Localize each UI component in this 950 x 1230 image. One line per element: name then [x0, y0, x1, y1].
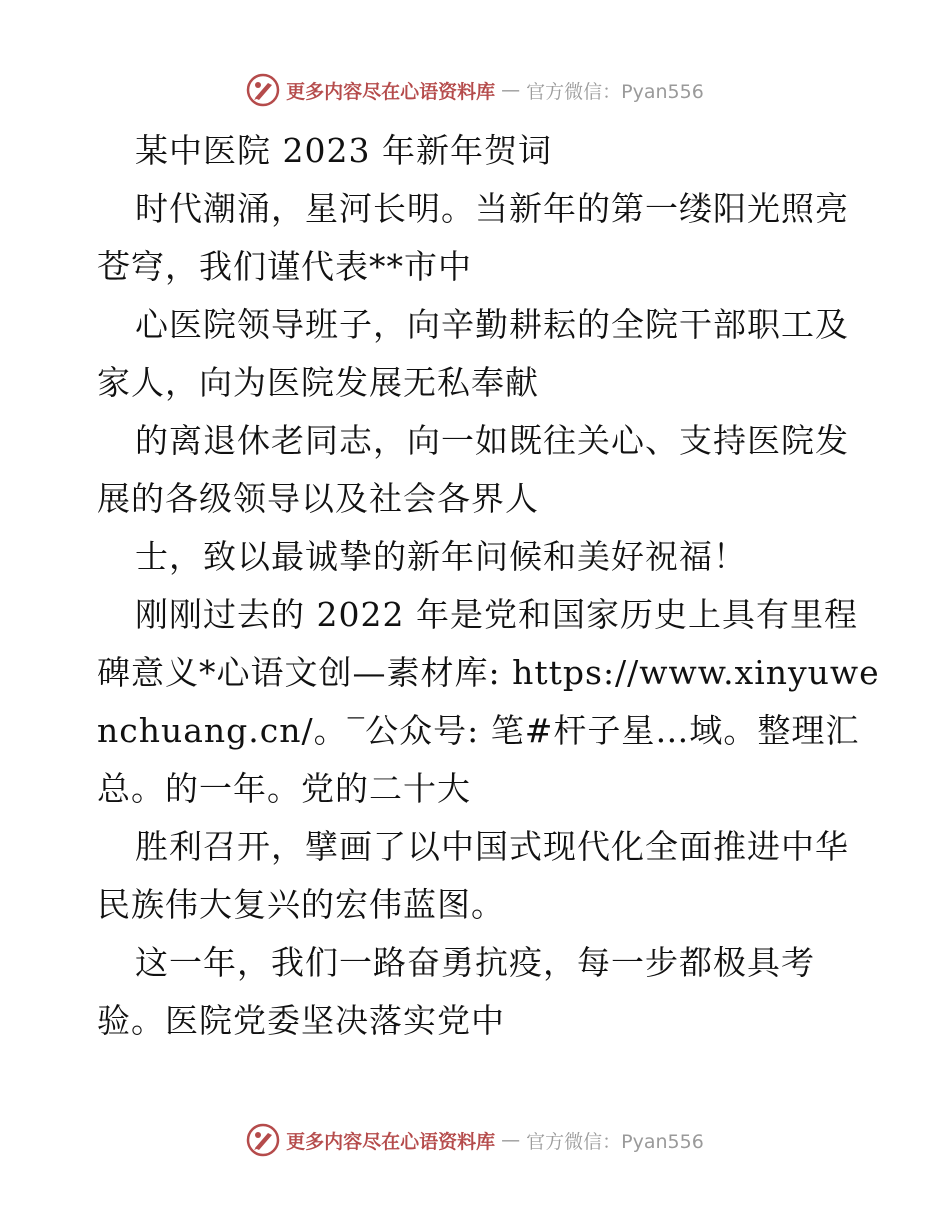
footer-banner — [0, 1120, 950, 1160]
header-banner-content — [246, 73, 704, 107]
paragraph-line: 家人，向为医院发展无私奉献 — [97, 363, 539, 402]
paragraph-line: 展的各级领导以及社会各界人 — [97, 479, 539, 518]
paragraph-line: 苍穹，我们谨代表**市中 — [97, 247, 472, 286]
document-body — [97, 122, 880, 1050]
footer-banner-text: 更多内容尽在心语资料库 — [286, 1130, 496, 1153]
header-banner-text: 更多内容尽在心语资料库 — [286, 80, 496, 103]
paragraph-line: 胜利召开，擘画了以中国式现代化全面推进中华 — [135, 827, 849, 866]
paragraph-line: 这一年，我们一路奋勇抗疫，每一步都极具考 — [135, 943, 815, 982]
paragraph-line: 碑意义*心语文创—素材库: https://www.xinyuwe — [97, 653, 880, 692]
header-banner-contact: 官方微信：Pyan556 — [526, 80, 704, 103]
footer-banner-separator: — — [501, 1129, 521, 1151]
paragraph-line: 总。的一年。党的二十大 — [97, 769, 471, 808]
paragraph-line: 的离退休老同志，向一如既往关心、支持医院发 — [135, 421, 849, 460]
header-banner — [0, 70, 950, 110]
footer-banner-content — [246, 1123, 704, 1157]
paragraph-line: 验。医院党委坚决落实党中 — [97, 1001, 505, 1040]
header-banner-separator: — — [501, 79, 521, 101]
quill-logo-icon — [246, 73, 280, 107]
paragraph-line: 刚刚过去的 2022 年是党和国家历史上具有里程 — [135, 595, 858, 634]
quill-logo-icon — [246, 1123, 280, 1157]
paragraph-line: 民族伟大复兴的宏伟蓝图。 — [97, 885, 505, 924]
paragraph-line: nchuang.cn/。‾公众号: 笔#杆子星…域。整理汇 — [97, 711, 860, 750]
paragraph-line: 心医院领导班子，向辛勤耕耘的全院干部职工及 — [135, 305, 849, 344]
footer-banner-contact: 官方微信：Pyan556 — [526, 1130, 704, 1153]
paragraph-line: 士，致以最诚挚的新年问候和美好祝福！ — [135, 537, 747, 576]
paragraph-line: 时代潮涌，星河长明。当新年的第一缕阳光照亮 — [135, 189, 849, 228]
document-title: 某中医院 2023 年新年贺词 — [135, 131, 552, 170]
